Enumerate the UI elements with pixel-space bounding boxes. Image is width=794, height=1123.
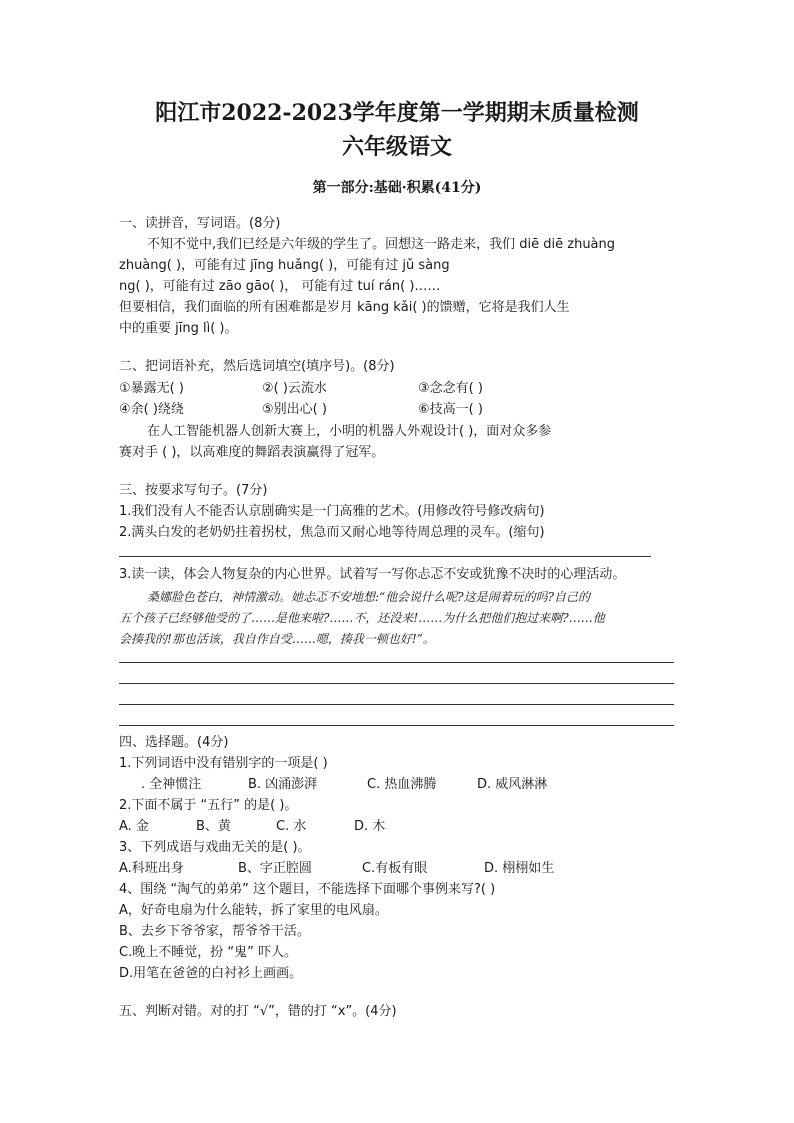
q2-option-b: B、黄 <box>196 819 231 834</box>
idiom-item-2: ②( )云流水 <box>262 381 327 396</box>
q2-option-c: C. 水 <box>276 819 307 834</box>
q4-option-d: D.用笔在爸爸的白衬衫上画画。 <box>119 966 303 981</box>
idiom-item-3: ③念念有( ) <box>418 381 483 396</box>
part-heading: 第一部分:基础·积累(41分) <box>312 180 482 196</box>
section-3-heading: 三、按要求写句子。(7分) <box>119 483 268 498</box>
exam-subtitle: 六年级语文 <box>341 134 452 160</box>
q3-option-c: C.有板有眼 <box>362 861 428 876</box>
passage-line-2: 五个孩子已经够他受的了……是他来啦?……不，还没来!……为什么把他们抱过来啊?……他 <box>119 611 605 625</box>
section-2-heading: 二、把词语补充，然后选词填空(填序号)。(8分) <box>119 359 395 374</box>
section-1-line-1: 不知不觉中,我们已经是六年级的学生了。回想这一路走来，我们 diē diē zhuàng <box>147 237 616 252</box>
idiom-item-6: ⑥技高一( ) <box>418 402 483 417</box>
section-3-question-2: 2.满头白发的老奶奶拄着拐杖，焦急而又耐心地等待周总理的灵车。(缩句) <box>119 525 545 540</box>
section-4-heading: 四、选择题。(4分) <box>119 735 229 750</box>
q4-option-a: A，好奇电扇为什么能转，拆了家里的电风扇。 <box>119 903 388 918</box>
section-1-line-3: ng( )，可能有过 zāo gāo( )， 可能有过 tuí rán( )…… <box>119 279 441 294</box>
section-1-heading: 一、读拼音，写词语。(8分) <box>119 216 281 231</box>
answer-line <box>119 683 674 684</box>
section-1-line-2: zhuàng( )，可能有过 jīng huǎng( )，可能有过 jǔ sàng <box>119 258 450 273</box>
section-5-heading: 五、判断对错。对的打 “√”，错的打 “x”。(4分) <box>119 1004 397 1019</box>
section-2-paragraph-2: 赛对手 ( )，以高难度的舞蹈表演赢得了冠军。 <box>119 445 385 460</box>
section-4-question-3: 3、下列成语与戏曲无关的是( )。 <box>119 840 311 855</box>
q3-option-d: D. 栩栩如生 <box>484 861 555 876</box>
q3-option-a: A.科班出身 <box>119 861 184 876</box>
section-3-question-1: 1.我们没有人不能否认京剧确实是一门高雅的艺术。(用修改符号修改病句) <box>119 504 545 519</box>
section-4-question-2: 2.下面不属于 “五行” 的是( )。 <box>119 798 298 813</box>
section-4-question-4: 4、围绕 “淘气的弟弟” 这个题目，不能选择下面哪个事例来写?( ) <box>119 882 496 897</box>
idiom-item-5: ⑤别出心( ) <box>262 402 327 417</box>
idiom-item-4: ④余( )绕绕 <box>119 402 184 417</box>
idiom-item-1: ①暴露无( ) <box>119 381 184 396</box>
answer-line <box>119 725 674 726</box>
q1-option-d: D. 威风淋淋 <box>477 777 548 792</box>
passage-line-3: 会揍我的!那也活该，我自作自受……嗯，揍我一顿也好!”。 <box>119 632 435 646</box>
q2-option-d: D. 木 <box>354 819 386 834</box>
section-4-question-1: 1.下列词语中没有错别字的一项是( ) <box>119 756 328 771</box>
q3-option-b: B、字正腔圆 <box>238 861 312 876</box>
section-1-line-4: 但要相信，我们面临的所有困难都是岁月 kāng kǎi( )的馈赠，它将是我们人生 <box>119 300 570 315</box>
section-3-question-3: 3.读一读，体会人物复杂的内心世界。试着写一写你忐忑不安或犹豫不决时的心理活动。 <box>119 567 626 582</box>
section-1-line-5: 中的重要 jīng lì( )。 <box>119 321 238 336</box>
answer-line <box>119 556 651 557</box>
q2-option-a: A. 金 <box>119 819 149 834</box>
answer-line <box>119 662 674 663</box>
q1-option-c: C. 热血沸腾 <box>367 777 437 792</box>
section-2-paragraph-1: 在人工智能机器人创新大赛上，小明的机器人外观设计( )，面对众多参 <box>147 424 552 439</box>
exam-title: 阳江市2022-2023学年度第一学期期末质量检测 <box>155 100 639 126</box>
q1-option-b: B. 凶涌澎湃 <box>248 777 318 792</box>
passage-line-1: 桑娜脸色苍白，神情激动。她忐忑不安地想:“他会说什么呢?这是闹着玩的吗?自己的 <box>147 590 591 604</box>
q4-option-b: B、去乡下爷爷家，帮爷爷干活。 <box>119 924 310 939</box>
q1-option-a: . 全神惯注 <box>141 777 202 792</box>
q4-option-c: C.晚上不睡觉，扮 “鬼” 吓人。 <box>119 945 297 960</box>
answer-line <box>119 704 674 705</box>
